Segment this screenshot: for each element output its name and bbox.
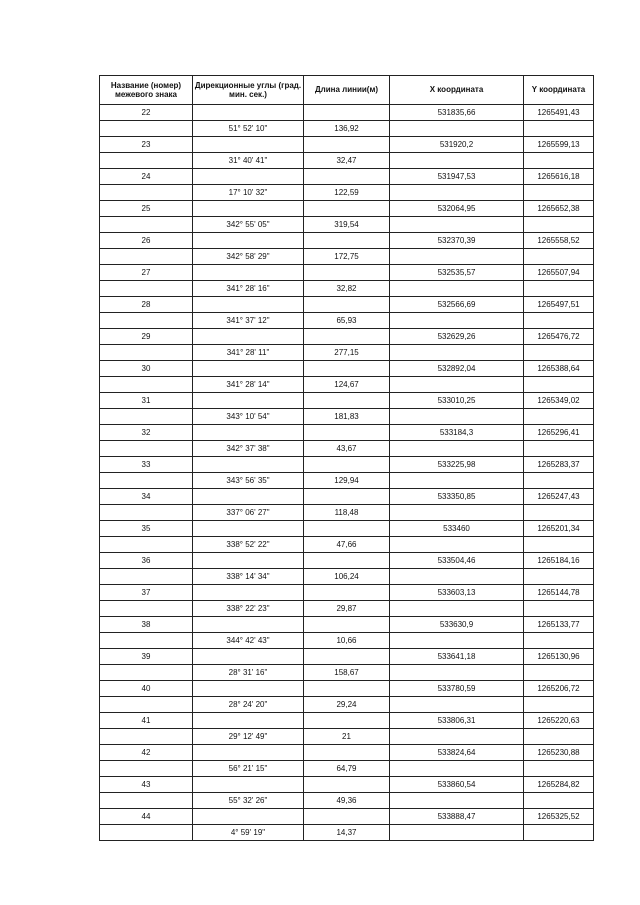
table-row <box>100 345 594 361</box>
table-body <box>100 105 594 841</box>
bearing-cell <box>193 425 304 441</box>
y-coordinate-cell <box>524 409 594 425</box>
table-row <box>100 569 594 585</box>
point-name-cell <box>100 281 193 297</box>
y-coordinate-cell: 1265558,52 <box>524 233 594 249</box>
point-name-cell <box>100 825 193 841</box>
x-coordinate-cell: 533860,54 <box>390 777 524 793</box>
point-name-cell: 27 <box>100 265 193 281</box>
table-row <box>100 233 594 249</box>
table-row <box>100 617 594 633</box>
point-name-cell <box>100 153 193 169</box>
length-cell <box>304 649 390 665</box>
length-cell: 29,24 <box>304 697 390 713</box>
bearing-cell: 342° 37' 38" <box>193 441 304 457</box>
length-cell <box>304 521 390 537</box>
bearing-cell <box>193 297 304 313</box>
x-coordinate-cell <box>390 665 524 681</box>
point-name-cell: 36 <box>100 553 193 569</box>
point-name-cell: 22 <box>100 105 193 121</box>
length-cell <box>304 425 390 441</box>
survey-table <box>99 75 594 841</box>
length-cell: 49,36 <box>304 793 390 809</box>
table-row <box>100 329 594 345</box>
y-coordinate-cell <box>524 377 594 393</box>
table-row <box>100 537 594 553</box>
point-name-cell <box>100 537 193 553</box>
y-coordinate-cell: 1265284,82 <box>524 777 594 793</box>
x-coordinate-cell: 533460 <box>390 521 524 537</box>
bearing-cell <box>193 233 304 249</box>
table-row <box>100 153 594 169</box>
point-name-cell: 34 <box>100 489 193 505</box>
point-name-cell <box>100 473 193 489</box>
bearing-cell <box>193 681 304 697</box>
table-row <box>100 505 594 521</box>
x-coordinate-cell <box>390 697 524 713</box>
bearing-cell: 342° 55' 05" <box>193 217 304 233</box>
y-coordinate-cell: 1265325,52 <box>524 809 594 825</box>
x-coordinate-cell: 532535,57 <box>390 265 524 281</box>
bearing-cell: 343° 10' 54" <box>193 409 304 425</box>
y-coordinate-cell: 1265230,88 <box>524 745 594 761</box>
point-name-cell: 25 <box>100 201 193 217</box>
bearing-cell: 341° 28' 11" <box>193 345 304 361</box>
y-coordinate-cell <box>524 793 594 809</box>
y-coordinate-cell <box>524 185 594 201</box>
x-coordinate-cell: 532892,04 <box>390 361 524 377</box>
length-cell <box>304 585 390 601</box>
y-coordinate-cell: 1265296,41 <box>524 425 594 441</box>
header-point-name: Название (номер) межевого знака <box>100 76 193 105</box>
point-name-cell: 35 <box>100 521 193 537</box>
length-cell: 118,48 <box>304 505 390 521</box>
x-coordinate-cell: 532566,69 <box>390 297 524 313</box>
header-bearing: Дирекционные углы (град. мин. сек.) <box>193 76 304 105</box>
x-coordinate-cell <box>390 825 524 841</box>
bearing-cell <box>193 105 304 121</box>
length-cell <box>304 809 390 825</box>
point-name-cell <box>100 665 193 681</box>
point-name-cell <box>100 377 193 393</box>
x-coordinate-cell: 533888,47 <box>390 809 524 825</box>
bearing-cell: 4° 59' 19" <box>193 825 304 841</box>
bearing-cell <box>193 329 304 345</box>
bearing-cell: 55° 32' 26" <box>193 793 304 809</box>
table-row <box>100 729 594 745</box>
table-row <box>100 185 594 201</box>
bearing-cell: 337° 06' 27" <box>193 505 304 521</box>
bearing-cell: 341° 28' 14" <box>193 377 304 393</box>
y-coordinate-cell <box>524 313 594 329</box>
y-coordinate-cell <box>524 633 594 649</box>
y-coordinate-cell <box>524 569 594 585</box>
length-cell: 32,82 <box>304 281 390 297</box>
x-coordinate-cell: 532064,95 <box>390 201 524 217</box>
y-coordinate-cell <box>524 121 594 137</box>
x-coordinate-cell <box>390 473 524 489</box>
header-length: Длина линии(м) <box>304 76 390 105</box>
point-name-cell: 29 <box>100 329 193 345</box>
point-name-cell: 26 <box>100 233 193 249</box>
x-coordinate-cell <box>390 313 524 329</box>
table-row <box>100 777 594 793</box>
bearing-cell: 17° 10' 32" <box>193 185 304 201</box>
length-cell: 106,24 <box>304 569 390 585</box>
x-coordinate-cell: 533806,31 <box>390 713 524 729</box>
table-row <box>100 713 594 729</box>
x-coordinate-cell <box>390 633 524 649</box>
y-coordinate-cell <box>524 441 594 457</box>
bearing-cell <box>193 137 304 153</box>
table-row <box>100 137 594 153</box>
table-row <box>100 393 594 409</box>
table-row <box>100 473 594 489</box>
point-name-cell <box>100 185 193 201</box>
y-coordinate-cell: 1265616,18 <box>524 169 594 185</box>
x-coordinate-cell <box>390 409 524 425</box>
header-row <box>100 76 594 105</box>
table-row <box>100 409 594 425</box>
bearing-cell: 342° 58' 29" <box>193 249 304 265</box>
x-coordinate-cell: 533630,9 <box>390 617 524 633</box>
bearing-cell: 341° 37' 12" <box>193 313 304 329</box>
x-coordinate-cell <box>390 345 524 361</box>
x-coordinate-cell: 533603,13 <box>390 585 524 601</box>
table-row <box>100 601 594 617</box>
y-coordinate-cell: 1265507,94 <box>524 265 594 281</box>
point-name-cell <box>100 729 193 745</box>
table-row <box>100 553 594 569</box>
point-name-cell <box>100 121 193 137</box>
table-row <box>100 281 594 297</box>
bearing-cell: 344° 42' 43" <box>193 633 304 649</box>
point-name-cell <box>100 345 193 361</box>
length-cell <box>304 297 390 313</box>
table-row <box>100 761 594 777</box>
point-name-cell <box>100 505 193 521</box>
bearing-cell: 28° 24' 20" <box>193 697 304 713</box>
bearing-cell <box>193 777 304 793</box>
bearing-cell: 338° 22' 23" <box>193 601 304 617</box>
bearing-cell: 51° 52' 10" <box>193 121 304 137</box>
table-row <box>100 201 594 217</box>
point-name-cell <box>100 217 193 233</box>
point-name-cell <box>100 441 193 457</box>
x-coordinate-cell: 533780,59 <box>390 681 524 697</box>
point-name-cell: 40 <box>100 681 193 697</box>
y-coordinate-cell <box>524 249 594 265</box>
length-cell <box>304 489 390 505</box>
y-coordinate-cell: 1265497,51 <box>524 297 594 313</box>
bearing-cell <box>193 585 304 601</box>
length-cell: 64,79 <box>304 761 390 777</box>
y-coordinate-cell: 1265130,96 <box>524 649 594 665</box>
x-coordinate-cell <box>390 537 524 553</box>
y-coordinate-cell: 1265283,37 <box>524 457 594 473</box>
table-row <box>100 793 594 809</box>
length-cell <box>304 329 390 345</box>
y-coordinate-cell <box>524 505 594 521</box>
point-name-cell <box>100 697 193 713</box>
y-coordinate-cell <box>524 729 594 745</box>
length-cell: 277,15 <box>304 345 390 361</box>
bearing-cell: 28° 31' 16" <box>193 665 304 681</box>
table-row <box>100 313 594 329</box>
x-coordinate-cell <box>390 185 524 201</box>
table-row <box>100 521 594 537</box>
length-cell <box>304 713 390 729</box>
point-name-cell: 37 <box>100 585 193 601</box>
length-cell: 32,47 <box>304 153 390 169</box>
bearing-cell: 338° 14' 34" <box>193 569 304 585</box>
length-cell <box>304 137 390 153</box>
point-name-cell: 43 <box>100 777 193 793</box>
bearing-cell: 29° 12' 49" <box>193 729 304 745</box>
length-cell <box>304 201 390 217</box>
point-name-cell <box>100 633 193 649</box>
y-coordinate-cell <box>524 217 594 233</box>
x-coordinate-cell <box>390 761 524 777</box>
point-name-cell: 44 <box>100 809 193 825</box>
x-coordinate-cell <box>390 217 524 233</box>
length-cell: 43,67 <box>304 441 390 457</box>
length-cell: 65,93 <box>304 313 390 329</box>
length-cell <box>304 777 390 793</box>
x-coordinate-cell: 533010,25 <box>390 393 524 409</box>
length-cell: 14,37 <box>304 825 390 841</box>
x-coordinate-cell: 533641,18 <box>390 649 524 665</box>
x-coordinate-cell: 533225,98 <box>390 457 524 473</box>
x-coordinate-cell: 533504,46 <box>390 553 524 569</box>
y-coordinate-cell <box>524 825 594 841</box>
length-cell <box>304 745 390 761</box>
length-cell: 172,75 <box>304 249 390 265</box>
table-row <box>100 265 594 281</box>
y-coordinate-cell: 1265349,02 <box>524 393 594 409</box>
length-cell: 21 <box>304 729 390 745</box>
table-row <box>100 377 594 393</box>
x-coordinate-cell: 533350,85 <box>390 489 524 505</box>
table-row <box>100 665 594 681</box>
bearing-cell <box>193 745 304 761</box>
x-coordinate-cell: 531835,66 <box>390 105 524 121</box>
y-coordinate-cell: 1265652,38 <box>524 201 594 217</box>
table-row <box>100 697 594 713</box>
point-name-cell <box>100 601 193 617</box>
bearing-cell <box>193 457 304 473</box>
length-cell <box>304 681 390 697</box>
bearing-cell: 56° 21' 15" <box>193 761 304 777</box>
x-coordinate-cell <box>390 601 524 617</box>
point-name-cell <box>100 313 193 329</box>
x-coordinate-cell <box>390 569 524 585</box>
table-row <box>100 121 594 137</box>
table-row <box>100 217 594 233</box>
table-row <box>100 249 594 265</box>
point-name-cell <box>100 793 193 809</box>
point-name-cell: 24 <box>100 169 193 185</box>
point-name-cell <box>100 569 193 585</box>
point-name-cell: 28 <box>100 297 193 313</box>
y-coordinate-cell <box>524 345 594 361</box>
x-coordinate-cell <box>390 441 524 457</box>
y-coordinate-cell <box>524 601 594 617</box>
table-row <box>100 825 594 841</box>
length-cell: 129,94 <box>304 473 390 489</box>
bearing-cell <box>193 649 304 665</box>
length-cell: 181,83 <box>304 409 390 425</box>
table-row <box>100 745 594 761</box>
table-row <box>100 169 594 185</box>
length-cell <box>304 553 390 569</box>
point-name-cell <box>100 249 193 265</box>
point-name-cell: 39 <box>100 649 193 665</box>
bearing-cell <box>193 169 304 185</box>
y-coordinate-cell: 1265599,13 <box>524 137 594 153</box>
bearing-cell: 341° 28' 16" <box>193 281 304 297</box>
length-cell <box>304 233 390 249</box>
y-coordinate-cell <box>524 537 594 553</box>
y-coordinate-cell <box>524 697 594 713</box>
bearing-cell <box>193 393 304 409</box>
length-cell: 122,59 <box>304 185 390 201</box>
bearing-cell: 343° 56' 35" <box>193 473 304 489</box>
table-row <box>100 105 594 121</box>
table-row <box>100 361 594 377</box>
bearing-cell <box>193 265 304 281</box>
x-coordinate-cell <box>390 729 524 745</box>
point-name-cell <box>100 409 193 425</box>
bearing-cell <box>193 809 304 825</box>
length-cell: 136,92 <box>304 121 390 137</box>
x-coordinate-cell: 531947,53 <box>390 169 524 185</box>
y-coordinate-cell: 1265133,77 <box>524 617 594 633</box>
bearing-cell <box>193 521 304 537</box>
point-name-cell: 33 <box>100 457 193 473</box>
y-coordinate-cell <box>524 761 594 777</box>
bearing-cell <box>193 201 304 217</box>
table-row <box>100 633 594 649</box>
bearing-cell <box>193 489 304 505</box>
y-coordinate-cell: 1265491,43 <box>524 105 594 121</box>
table-row <box>100 441 594 457</box>
x-coordinate-cell <box>390 377 524 393</box>
y-coordinate-cell: 1265388,64 <box>524 361 594 377</box>
length-cell <box>304 105 390 121</box>
y-coordinate-cell: 1265184,16 <box>524 553 594 569</box>
y-coordinate-cell <box>524 153 594 169</box>
y-coordinate-cell <box>524 665 594 681</box>
length-cell: 158,67 <box>304 665 390 681</box>
point-name-cell: 23 <box>100 137 193 153</box>
x-coordinate-cell: 532629,26 <box>390 329 524 345</box>
table-row <box>100 809 594 825</box>
bearing-cell <box>193 713 304 729</box>
length-cell <box>304 169 390 185</box>
y-coordinate-cell <box>524 473 594 489</box>
y-coordinate-cell: 1265201,34 <box>524 521 594 537</box>
x-coordinate-cell <box>390 121 524 137</box>
x-coordinate-cell <box>390 281 524 297</box>
table-row <box>100 425 594 441</box>
length-cell <box>304 361 390 377</box>
length-cell: 10,66 <box>304 633 390 649</box>
y-coordinate-cell: 1265220,63 <box>524 713 594 729</box>
bearing-cell: 338° 52' 22" <box>193 537 304 553</box>
bearing-cell: 31° 40' 41" <box>193 153 304 169</box>
table-row <box>100 297 594 313</box>
point-name-cell: 31 <box>100 393 193 409</box>
table-row <box>100 649 594 665</box>
point-name-cell: 38 <box>100 617 193 633</box>
y-coordinate-cell: 1265144,78 <box>524 585 594 601</box>
header-y: Y координата <box>524 76 594 105</box>
x-coordinate-cell <box>390 505 524 521</box>
x-coordinate-cell: 532370,39 <box>390 233 524 249</box>
point-name-cell: 32 <box>100 425 193 441</box>
table-row <box>100 457 594 473</box>
length-cell <box>304 265 390 281</box>
x-coordinate-cell <box>390 793 524 809</box>
length-cell <box>304 617 390 633</box>
bearing-cell <box>193 553 304 569</box>
length-cell: 124,67 <box>304 377 390 393</box>
length-cell: 47,66 <box>304 537 390 553</box>
table-row <box>100 681 594 697</box>
bearing-cell <box>193 617 304 633</box>
x-coordinate-cell: 531920,2 <box>390 137 524 153</box>
header-x: X координата <box>390 76 524 105</box>
y-coordinate-cell: 1265206,72 <box>524 681 594 697</box>
point-name-cell <box>100 761 193 777</box>
point-name-cell: 41 <box>100 713 193 729</box>
length-cell: 29,87 <box>304 601 390 617</box>
x-coordinate-cell: 533184,3 <box>390 425 524 441</box>
y-coordinate-cell: 1265476,72 <box>524 329 594 345</box>
x-coordinate-cell: 533824,64 <box>390 745 524 761</box>
x-coordinate-cell <box>390 249 524 265</box>
y-coordinate-cell <box>524 281 594 297</box>
table-row <box>100 585 594 601</box>
x-coordinate-cell <box>390 153 524 169</box>
y-coordinate-cell: 1265247,43 <box>524 489 594 505</box>
point-name-cell: 42 <box>100 745 193 761</box>
bearing-cell <box>193 361 304 377</box>
length-cell <box>304 393 390 409</box>
table-row <box>100 489 594 505</box>
length-cell: 319,54 <box>304 217 390 233</box>
length-cell <box>304 457 390 473</box>
point-name-cell: 30 <box>100 361 193 377</box>
